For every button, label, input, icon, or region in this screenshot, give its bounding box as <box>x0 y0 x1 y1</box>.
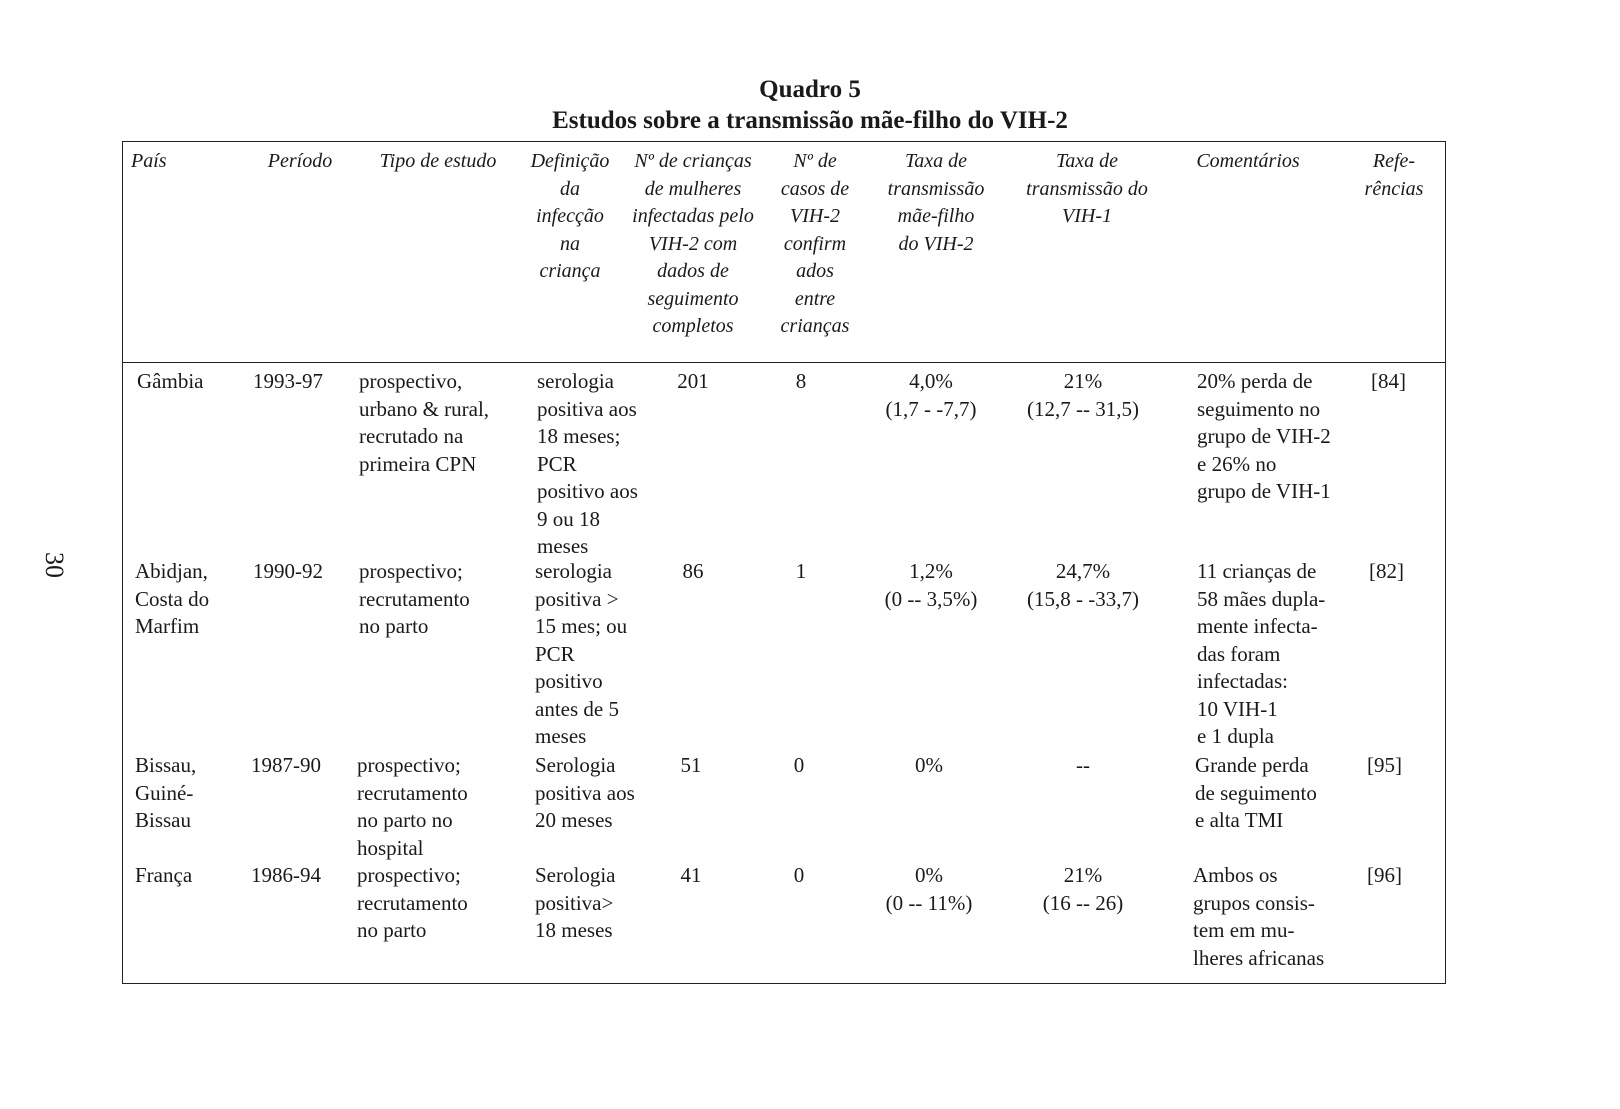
cell-taxa-vih2: 4,0% (1,7 - -7,7) <box>885 369 977 421</box>
cell-pais: Abidjan, Costa do Marfim <box>135 559 210 638</box>
header-pais: País <box>131 150 167 172</box>
cell-definicao: Serologia positiva aos 20 meses <box>535 753 635 832</box>
cell-tipo: prospectivo; recrutamento no parto <box>357 863 468 942</box>
cell-referencias: [84] <box>1371 369 1406 393</box>
cell-tipo: prospectivo; recrutamento no parto <box>359 559 470 638</box>
header-comentarios: Comentários <box>1196 150 1300 172</box>
cell-referencias: [96] <box>1367 863 1402 887</box>
header-tipo: Tipo de estudo <box>379 150 497 172</box>
cell-pais: Gâmbia <box>137 369 204 393</box>
cell-n-criancas: 41 <box>680 863 702 887</box>
cell-referencias: [82] <box>1369 559 1404 583</box>
cell-comentarios: 11 crianças de 58 mães dupla- mente infecta- das foram infectadas: 10 VIH-1 e 1 dupla <box>1197 559 1326 748</box>
cell-n-casos: 8 <box>795 369 807 393</box>
cell-definicao: Serologia positiva> 18 meses <box>535 863 616 942</box>
cell-taxa-vih1: 21% (12,7 -- 31,5) <box>1027 369 1139 421</box>
cell-n-criancas: 86 <box>682 559 704 583</box>
cell-periodo: 1993-97 <box>253 369 323 393</box>
header-taxa-vih1: Taxa de transmissão do VIH-1 <box>1026 150 1148 227</box>
cell-n-casos: 0 <box>793 863 805 887</box>
table-title: Estudos sobre a transmissão mãe-filho do VIH-2 <box>552 107 1068 134</box>
cell-taxa-vih1: -- <box>1076 753 1090 777</box>
cell-tipo: prospectivo, urbano & rural, recrutado na primeira CPN <box>359 369 490 476</box>
cell-referencias: [95] <box>1367 753 1402 777</box>
header-definicao: Definição da infecção na criança <box>530 150 610 282</box>
studies-table <box>122 141 1446 984</box>
cell-taxa-vih2: 0% <box>915 753 943 777</box>
cell-taxa-vih2: 1,2% (0 -- 3,5%) <box>884 559 978 611</box>
cell-comentarios: 20% perda de seguimento no grupo de VIH-2 e 26% no grupo de VIH-1 <box>1197 369 1331 503</box>
page-number: 30 <box>40 552 69 578</box>
cell-pais: França <box>135 863 193 887</box>
table-caption <box>0 74 1620 136</box>
header-divider <box>123 362 1445 363</box>
cell-periodo: 1986-94 <box>251 863 321 887</box>
cell-comentarios: Grande perda de seguimento e alta TMI <box>1195 753 1317 832</box>
cell-n-casos: 0 <box>793 753 805 777</box>
header-periodo: Período <box>267 150 333 172</box>
cell-n-criancas: 51 <box>680 753 702 777</box>
header-n-casos: Nº de casos de VIH-2 confirm ados entre crianças <box>780 150 850 337</box>
cell-n-criancas: 201 <box>677 369 709 393</box>
cell-definicao: serologia positiva aos 18 meses; PCR positivo aos 9 ou 18 meses <box>537 369 638 558</box>
cell-pais: Bissau, Guiné- Bissau <box>135 753 197 832</box>
cell-taxa-vih1: 21% (16 -- 26) <box>1042 863 1124 915</box>
table-number: Quadro 5 <box>759 76 861 103</box>
header-n-criancas: Nº de crianças de mulheres infectadas pelo VIH-2 com dados de seguimento completos <box>632 150 754 337</box>
cell-periodo: 1987-90 <box>251 753 321 777</box>
header-taxa-vih2: Taxa de transmissão mãe-filho do VIH-2 <box>887 150 985 255</box>
cell-n-casos: 1 <box>795 559 807 583</box>
cell-taxa-vih2: 0% (0 -- 11%) <box>885 863 973 915</box>
cell-comentarios: Ambos os grupos consis- tem em mu- lheres africanas <box>1193 863 1325 970</box>
cell-periodo: 1990-92 <box>253 559 323 583</box>
cell-tipo: prospectivo; recrutamento no parto no hospital <box>357 753 468 860</box>
cell-definicao: serologia positiva > 15 mes; ou PCR positivo antes de 5 meses <box>535 559 628 748</box>
cell-taxa-vih1: 24,7% (15,8 - -33,7) <box>1027 559 1139 611</box>
header-referencias: Refe- rências <box>1364 150 1424 200</box>
